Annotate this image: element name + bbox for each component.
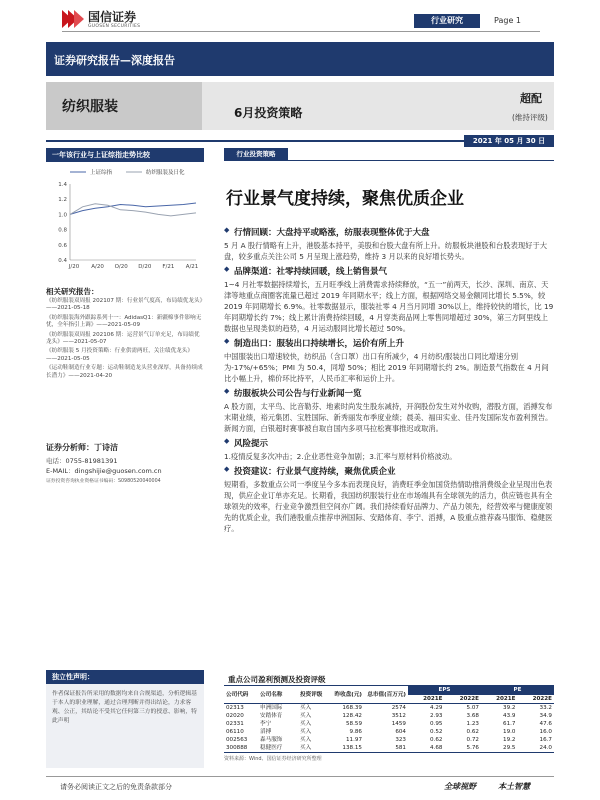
page-number: Page 1 bbox=[494, 16, 521, 25]
date-bar bbox=[46, 134, 554, 146]
cell: 604 bbox=[395, 729, 406, 735]
independence-text: 作者保证报告所采用的数据均来自合规渠道，分析逻辑基于本人的职业理解，通过合理判断并得出结论，力求客观、公正，其结论不受其它任何第三方的授意、影响，特此声明 bbox=[52, 691, 197, 724]
col-pe-2022: 2022E bbox=[532, 696, 552, 702]
related-item[interactable]: 《纺织服装 5 月投资策略：行业供需两旺，关注绩优龙头》——2021-05-05 bbox=[46, 348, 193, 362]
analyst-email[interactable]: E-MAIL：dingshijie@guosen.com.cn bbox=[46, 467, 162, 475]
col-eps-2021: 2021E bbox=[423, 696, 443, 702]
col-mktcap: 总市值(百万元) bbox=[367, 691, 406, 698]
section-head: ◆ 品牌渠道：社零持续回暖，线上销售景气 bbox=[224, 265, 554, 277]
cell: 0.62 bbox=[466, 729, 479, 735]
section-risk bbox=[224, 437, 554, 462]
cell: 申洲国际 bbox=[260, 705, 283, 711]
industry-strip bbox=[46, 82, 554, 130]
series-line-a bbox=[70, 203, 196, 214]
cell: 300888 bbox=[226, 745, 248, 751]
footer bbox=[46, 776, 554, 796]
cell: 9.86 bbox=[349, 729, 362, 735]
y-tick-label: 0.4 bbox=[58, 258, 67, 264]
cell: 168.39 bbox=[342, 705, 362, 711]
col-name: 公司名称 bbox=[260, 691, 283, 698]
cell: 19.2 bbox=[503, 737, 516, 743]
section-head: ◆ 制造出口：服装出口持续增长，运价有所上升 bbox=[224, 337, 554, 349]
col-pe-2021: 2021E bbox=[496, 696, 516, 702]
col-eps: EPS bbox=[408, 686, 481, 695]
report-date: 2021 年 05 月 30 日 bbox=[464, 135, 554, 147]
footer-rule bbox=[46, 776, 554, 777]
y-tick-label: 1.0 bbox=[58, 212, 67, 219]
cell: 买入 bbox=[300, 745, 312, 751]
cell: 买入 bbox=[300, 713, 312, 719]
cell: 16.0 bbox=[539, 729, 552, 735]
main-tag-rule bbox=[224, 160, 554, 161]
cell: 5.76 bbox=[466, 745, 479, 751]
cell: 002563 bbox=[226, 737, 248, 743]
cell: 02331 bbox=[226, 721, 244, 727]
cell: 0.62 bbox=[430, 737, 443, 743]
forecast-table bbox=[224, 686, 554, 753]
table-row bbox=[224, 712, 554, 720]
related-item[interactable]: 《纺织服装海外跟踪系列十一：AdidasQ1：新疆棉事件影响无忧，全年指引上调》——2021-05-09 bbox=[46, 314, 202, 329]
cell: 16.7 bbox=[539, 737, 552, 743]
cell: 19.0 bbox=[503, 729, 516, 735]
cell: 4.29 bbox=[430, 705, 443, 711]
logo-cn: 国信证券 bbox=[88, 10, 137, 24]
analyst-name: 证券分析师：丁诗洁 bbox=[46, 443, 118, 452]
cell: 稳健医疗 bbox=[260, 745, 283, 751]
cell: 5.07 bbox=[466, 705, 479, 711]
cell: 11.97 bbox=[345, 737, 362, 743]
footer-disclaimer[interactable]: 请务必阅读正文之后的免责条款部分 bbox=[60, 783, 172, 791]
header-tag: 行业研究 bbox=[414, 14, 480, 28]
cell: 买入 bbox=[300, 729, 312, 735]
logo-mark-icon bbox=[62, 10, 84, 28]
cell: 2.93 bbox=[430, 713, 443, 719]
sidebar bbox=[46, 148, 204, 770]
cell: 02020 bbox=[226, 713, 244, 719]
col-close: 昨收盘(元) bbox=[334, 691, 362, 698]
cell: 138.15 bbox=[342, 745, 362, 751]
main-title: 行业景气度持续，聚焦优质企业 bbox=[226, 189, 464, 209]
independence-box bbox=[46, 670, 204, 768]
cell: 滔搏 bbox=[260, 729, 272, 735]
section-news bbox=[224, 387, 554, 434]
section-head: ◆ 纺服板块公司公告与行业新闻一览 bbox=[224, 387, 554, 399]
cell: 58.59 bbox=[345, 721, 362, 727]
section-body: A 股方面，太平鸟、比音勒芬、地素时尚发生股东减持，开润股份发生对外收购，潜股方面，滔搏发布末期业绩，裕元集团、宝胜国际、新秀丽发布季度业绩；晨美、福田实业、佳丹发国际发布盈利预告。新闻方面，白银超时赛事被自取自国内多项马拉松赛事推迟或取消。 bbox=[224, 402, 553, 433]
cell: 3.68 bbox=[466, 713, 479, 719]
section-head: ◆ 行情回顾：大盘持平或略涨，纺服表现整体优于大盘 bbox=[224, 226, 554, 238]
col-pe: PE bbox=[481, 686, 554, 695]
section-body: 短期看，多数重点公司一季度呈今多本而表现良好，消费旺季金加国货热情助推消费级企业呈现出色表现，供应企业订单亦充足。长期看，我国纺织服装行业在市场端具有全球领先的活力，供应链也具有全球领先的效率，行业竞争激烈但空间亦广阔。我们持续看好品牌力、产品力领先，经营效率与健康度领先的优质企业，我们港股重点推荐申洲国际、安踏体育、李宁、滔搏，A 股重点推荐森马服饰、稳健医疗。 bbox=[224, 480, 553, 533]
cell: 李宁 bbox=[260, 721, 272, 727]
y-tick-label: 0.6 bbox=[58, 242, 67, 249]
analyst-phone: 电话：0755-81981391 bbox=[46, 457, 118, 465]
cell: 买入 bbox=[300, 737, 312, 743]
cell: 47.6 bbox=[539, 721, 552, 727]
legend-label-b: 纺织服装及日化 bbox=[146, 170, 185, 176]
y-tick-label: 1.2 bbox=[58, 197, 67, 204]
logo-en: GUOSEN SECURITIES bbox=[88, 24, 141, 29]
x-tick-label: J/20 bbox=[68, 264, 80, 270]
cell: 3512 bbox=[391, 713, 406, 719]
x-tick-label: D/20 bbox=[138, 264, 152, 270]
table-title: 重点公司盈利预测及投资评级 bbox=[224, 674, 554, 686]
table-row bbox=[224, 744, 554, 753]
x-tick-label: A/21 bbox=[185, 264, 199, 270]
main-content bbox=[224, 148, 554, 770]
col-code: 公司代码 bbox=[226, 691, 249, 698]
table-row bbox=[224, 704, 554, 713]
cell: 1.23 bbox=[466, 721, 479, 727]
y-tick-label: 0.8 bbox=[58, 227, 67, 234]
legend-label-a: 上证综指 bbox=[90, 170, 113, 176]
cell: 买入 bbox=[300, 721, 312, 727]
sections bbox=[224, 226, 554, 534]
cell: 1459 bbox=[391, 721, 406, 727]
section-body: 5 月 A 股行情略有上升，港股基本持平，美股和台股大盘有所上升。纺服板块港股和台股表现好于大盘，较多重点关注公司 5 月呈现上涨趋势，维持 3 月以来的良好增长势头。 bbox=[224, 241, 548, 261]
section-head: ◆ 风险提示 bbox=[224, 437, 554, 449]
cell: 06110 bbox=[226, 729, 244, 735]
chart-legend bbox=[70, 168, 185, 176]
y-tick-label: 1.4 bbox=[58, 182, 67, 188]
cell: 24.0 bbox=[539, 745, 552, 751]
x-tick-label: O/20 bbox=[114, 264, 128, 270]
cell: 34.9 bbox=[539, 713, 552, 719]
cell: 39.2 bbox=[503, 705, 516, 711]
header-bar bbox=[0, 0, 600, 42]
rating-note: (维持评级) bbox=[512, 113, 548, 122]
analyst-license: 证券投资咨询执业资格证书编码：S0980520040004 bbox=[46, 479, 161, 484]
cell: 33.2 bbox=[539, 705, 552, 711]
related-title: 相关研究报告： bbox=[46, 287, 99, 296]
section-head: ◆ 投资建议：行业景气度持续，聚焦优质企业 bbox=[224, 465, 554, 477]
cell: 02313 bbox=[226, 705, 244, 711]
table-row bbox=[224, 728, 554, 736]
section-market bbox=[224, 226, 554, 262]
table-row bbox=[224, 736, 554, 744]
rating: 超配 bbox=[520, 92, 542, 105]
report-type-banner bbox=[46, 42, 554, 76]
cell: 安踏体育 bbox=[260, 713, 283, 719]
cell: 0.52 bbox=[430, 729, 443, 735]
cell: 买入 bbox=[300, 705, 312, 711]
footer-slogan-2: 本土智慧 bbox=[498, 781, 530, 791]
table-row bbox=[224, 720, 554, 728]
cell: 森马服饰 bbox=[260, 737, 283, 743]
cell: 29.5 bbox=[503, 745, 516, 751]
related-list bbox=[46, 298, 204, 380]
cell: 4.68 bbox=[430, 745, 443, 751]
cell: 0.72 bbox=[466, 737, 479, 743]
header-rule bbox=[62, 31, 540, 32]
industry-name: 纺织服装 bbox=[62, 99, 118, 115]
footer-slogan-1: 全球视野 bbox=[444, 781, 476, 791]
table-source: 资料来源：Wind、国信证券经济研究所整理 bbox=[224, 756, 322, 762]
cell: 128.42 bbox=[342, 713, 362, 719]
related-item[interactable]: 《运动鞋制造行业专题：运动鞋制造龙头营业深厚，具备持续成长潜力》——2021-04-20 bbox=[46, 365, 203, 379]
main-tag: 行业投资策略 bbox=[224, 148, 288, 160]
section-body: 中国服装出口增速较快，纺织品（含口罩）出口有所减少，4 月纺织/服装出口同比增速分别为-17%/+65%；PMI 为 50.4，同增 50%；相比 2019 年同期增长约 2%。制造景气指数在 4 月间比小幅上升，棉价环比持平，人民币汇率和运价上升。 bbox=[224, 352, 549, 383]
forecast-table-block bbox=[224, 674, 554, 762]
x-tick-label: A/20 bbox=[91, 264, 104, 270]
related-item[interactable]: 《纺织服装双周报 202107 期：行业景气度高，布局绩优龙头》——2021-05-18 bbox=[46, 298, 203, 312]
cell: 0.95 bbox=[430, 721, 443, 727]
section-advice bbox=[224, 465, 554, 534]
x-tick-label: F/21 bbox=[162, 264, 175, 270]
section-export bbox=[224, 337, 554, 384]
cell: 2574 bbox=[391, 705, 406, 711]
sub-title: 6月投资策略 bbox=[234, 106, 303, 120]
related-item[interactable]: 《纺织服装双周报 202106 期：运营景气订单充足，布局绩优龙头》——2021-05-07 bbox=[46, 331, 200, 346]
cell: 581 bbox=[395, 745, 406, 751]
report-type: 证券研究报告—深度报告 bbox=[54, 54, 175, 67]
chart-title: 一年该行业与上证综指走势比较 bbox=[46, 148, 204, 162]
cell: 43.9 bbox=[503, 713, 516, 719]
col-eps-2022: 2022E bbox=[459, 696, 479, 702]
section-brand bbox=[224, 265, 554, 334]
cell: 323 bbox=[395, 737, 406, 743]
trend-chart bbox=[46, 164, 204, 276]
section-body: 1~4 月社零数据持续增长，五月旺季线上消费需求持续释放，“五一”前两天，长沙、深圳、南京、天津等地重点商圈客流量已超过 2019 年同期水平；线上方面，根据网络交易金额同比增长 5.5%，较 2019 年同期增长 6.9%。社零数据显示，服装社零 4 月当月同增 30%以上，维持较快的增长，比 19 年同期增长约 7%；线上累计消费持续回暖，4 月穿类商品网上零售同增超过 30%，第三方阿里线上数据也呈现类似的趋势，4 月运动服同比增长超过 50%。 bbox=[224, 280, 554, 333]
table-header-row bbox=[224, 686, 554, 695]
cell: 61.7 bbox=[503, 721, 516, 727]
col-rating: 投资评级 bbox=[300, 691, 323, 698]
section-body: 1.疫情反复多次冲击；2.企业恶性竞争加剧；3.汇率与原材料价格波动。 bbox=[224, 452, 457, 461]
independence-title: 独立性声明： bbox=[46, 670, 204, 684]
